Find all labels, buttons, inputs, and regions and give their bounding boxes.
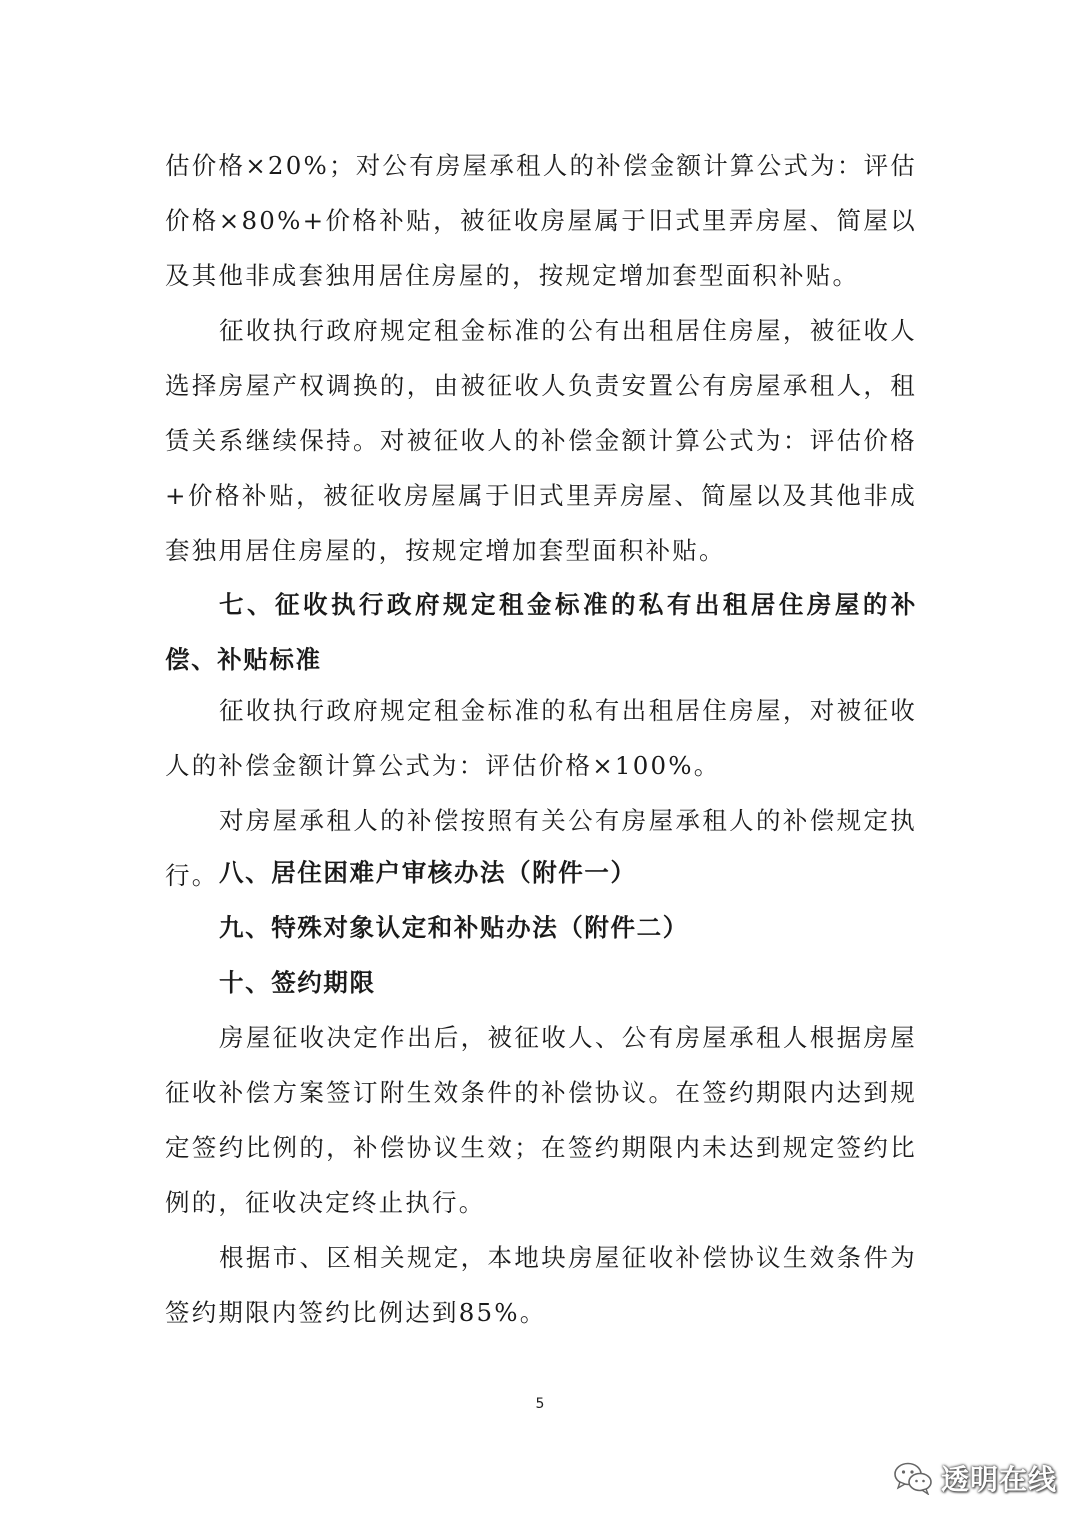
paragraph-public-rental-exchange: 征收执行政府规定租金标准的公有出租居住房屋，被征收人选择房屋产权调换的，由被征收人负责安置公有房屋承租人，租赁关系继续保持。对被征收人的补偿金额计算公式为：评估价格+价格补贴，被征收房屋属于旧式里弄房屋、简屋以及其他非成套独用居住房屋的，按规定增加套型面积补贴。 — [165, 316, 917, 565]
paragraph-signing-ratio: 根据市、区相关规定，本地块房屋征收补偿协议生效条件为签约期限内签约比例达到85%。 — [165, 1243, 917, 1327]
section-heading-8: 八、居住困难户审核办法（附件一） — [219, 858, 637, 887]
paragraph-tenant-compensation: 对房屋承租人的补偿按照有关公有房屋承租人的补偿规定执行。 — [165, 806, 917, 890]
watermark-text: 透明在线 — [941, 1463, 1058, 1496]
paragraph-continuation: 估价格×20%；对公有房屋承租人的补偿金额计算公式为：评估价格×80%+价格补贴，被征收房屋属于旧式里弄房屋、简屋以及其他非成套独用居住房屋的，按规定增加套型面积补贴。 — [165, 151, 917, 290]
paragraph-private-rental-compensation: 征收执行政府规定租金标准的私有出租居住房屋，对被征收人的补偿金额计算公式为：评估价格×100%。 — [165, 696, 917, 780]
wechat-icon — [893, 1461, 933, 1495]
section-heading-7: 七、征收执行政府规定租金标准的私有出租居住房屋的补偿、补贴标准 — [165, 590, 917, 674]
section-heading-10: 十、签约期限 — [219, 968, 376, 997]
watermark — [893, 1458, 1057, 1498]
paragraph-signing-agreement: 房屋征收决定作出后，被征收人、公有房屋承租人根据房屋征收补偿方案签订附生效条件的补偿协议。在签约期限内达到规定签约比例的，补偿协议生效；在签约期限内未达到规定签约比例的，征收决定终止执行。 — [165, 1023, 917, 1217]
section-heading-9: 九、特殊对象认定和补贴办法（附件二） — [219, 913, 689, 942]
page-number: 5 — [535, 1396, 545, 1412]
